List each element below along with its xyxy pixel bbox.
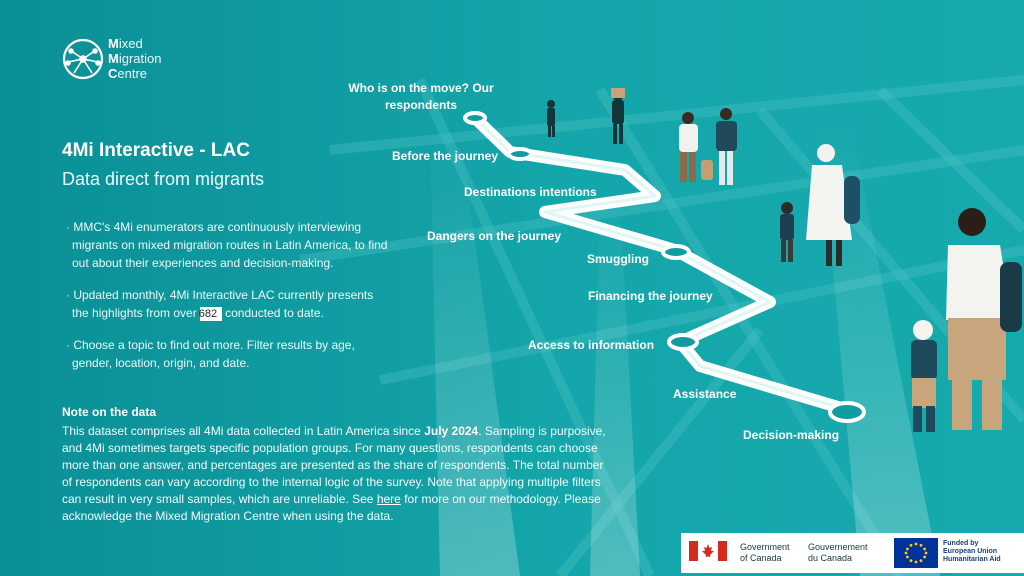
mmc-logo-icon[interactable] <box>62 38 104 80</box>
canada-name-en: Government of Canada <box>740 542 790 563</box>
canada-name-fr: Gouvernement du Canada <box>808 542 868 563</box>
bullet-item: · MMC's 4Mi enumerators are continuously interviewing migrants on mixed migration routes in Latin America, to find out about their experiences and decision-making. <box>66 220 388 270</box>
bullet-item: · Updated monthly, 4Mi Interactive LAC currently presents the highlights from over 682 conducted to date. <box>66 288 374 320</box>
note-text: This dataset comprises all 4Mi data collected in Latin America since July 2024. Sampling is purposive, and 4Mi sometimes targets specific population groups. For many questions, respondents can choose more than one answer, and percentages are presented as the share of respondents. The total number of respondents can vary according to the internal logic of the survey. Note that applying multiple filters can result in very small samples, which are unreliable. See here for more on our methodology. Please acknowledge the Mixed Migration Centre when using the data. <box>62 424 606 523</box>
note-title: Note on the data <box>62 405 157 419</box>
intro-bullets <box>66 218 388 386</box>
topic-smuggling[interactable]: Smuggling <box>587 252 649 266</box>
page-title: 4Mi Interactive - LAC <box>62 140 250 161</box>
topic-decision-making[interactable]: Decision-making <box>743 428 840 442</box>
methodology-link[interactable]: here <box>376 492 401 506</box>
canada-flag-icon <box>689 541 727 561</box>
topic-financing-journey[interactable]: Financing the journey <box>588 289 713 303</box>
topic-dangers-journey[interactable]: Dangers on the journey <box>427 229 562 243</box>
topic-access-information[interactable]: Access to information <box>528 338 655 352</box>
eu-flag-icon <box>894 538 938 568</box>
topic-respondents[interactable]: Who is on the move? Our respondents <box>348 81 494 112</box>
eu-funding-text: Funded by European Union Humanitarian Aid <box>943 540 1001 563</box>
topic-before-journey[interactable]: Before the journey <box>392 149 499 163</box>
respondents-count: 682 <box>200 307 222 321</box>
since-date: July 2024 <box>424 424 479 438</box>
bullet-item: · Choose a topic to find out more. Filter results by age, gender, location, origin, and date. <box>66 338 355 370</box>
topic-destination-intentions[interactable]: Destinations intentions <box>464 185 597 199</box>
mmc-logo-text: Mixed Migration Centre <box>108 36 162 81</box>
topic-assistance[interactable]: Assistance <box>673 387 737 401</box>
page-subtitle: Data direct from migrants <box>62 169 265 189</box>
